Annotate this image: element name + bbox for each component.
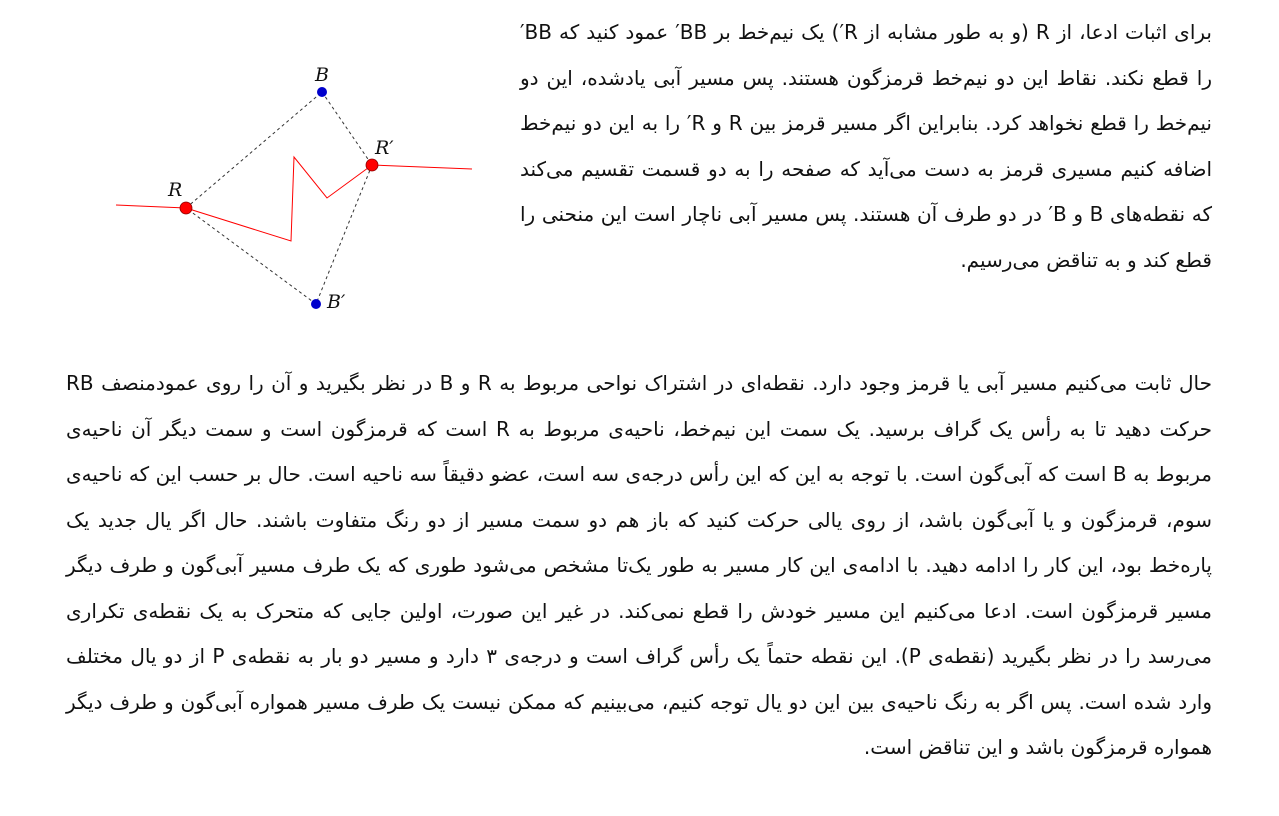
point-R-prime [366, 159, 378, 171]
dashed-edge-R-B [186, 92, 322, 208]
dashed-edge-B-Rprime [322, 92, 372, 165]
paragraph-existence-proof: حال ثابت می‌کنیم مسیر آبی یا قرمز وجود دارد. نقطه‌ای در اشتراک نواحی مربوط به R و B در نظر بگیرید و آن را روی عمودمنصف RB حرکت دهید تا به رأس یک گراف برسید. یک سمت این نیم‌خط، ناحیه‌ی مربوط به R است که قرمزگون است و سمت دیگر آن ناحیه‌ی مربوط به B است که آبی‌گون است. با توجه به این که این رأس درجه‌ی سه است، عضو دقیقاً سه ناحیه است. حال بر حسب این که ناحیه‌ی سوم، قرمزگون و یا آبی‌گون باشد، از روی یالی حرکت کنید که باز هم دو سمت مسیر از دو رنگ متفاوت باشند. حال اگر یال جدید یک پاره‌خط بود، این کار را ادامه دهید. با ادامه‌ی این کار مسیر به طور یک‌تا مشخص می‌شود طوری که یک طرف مسیر آبی‌گون و طرف دیگر مسیر قرمزگون است. ادعا می‌کنیم این مسیر خودش را قطع نمی‌کند. در غیر این صورت، اولین جایی که متحرک به یک نقطه‌ی تکراری می‌رسد را در نظر بگیرید (نقطه‌ی P). این نقطه حتماً یک رأس گراف است و درجه‌ی ۳ دارد و مسیر دو بار به نقطه‌ی P از دو یال مختلف وارد شده است. پس اگر به رنگ ناحیه‌ی بین این دو یال توجه کنیم، می‌بینیم که ممکن نیست یک طرف مسیر همواره آبی‌گون و طرف دیگر همواره قرمزگون باشد و این تناقض است. [66, 371, 1213, 759]
label-B-prime: B′ [327, 291, 346, 313]
label-R-prime: R′ [375, 137, 394, 159]
label-B: B [315, 64, 329, 86]
point-B-prime [311, 299, 321, 309]
figure-svg [100, 55, 490, 325]
label-R: R [168, 179, 183, 201]
red-ray-right [372, 165, 472, 169]
red-ray-left [116, 205, 186, 208]
dashed-edge-Bprime-R [186, 208, 316, 304]
point-B [317, 87, 327, 97]
geometry-figure [100, 55, 490, 325]
point-R [180, 202, 192, 214]
paragraph-proof-claim: برای اثبات ادعا، از R (و به طور مشابه از R′) یک نیم‌خط بر BB′ عمود کنید که BB′ را قطع نکند. نقاط این دو نیم‌خط قرمزگون هستند. پس مسیر آبی یادشده، این دو نیم‌خط را قطع نخواهد کرد. بنابراین اگر مسیر قرمز بین R و R′ را به این دو نیم‌خط اضافه کنیم مسیری قرمز به دست می‌آید که صفحه را به دو قسمت تقسیم می‌کند که نقطه‌های B و B′ در دو طرف آن هستند. پس مسیر آبی ناچار است این منحنی را قطع کند و به تناقض می‌رسیم. [520, 20, 1212, 272]
